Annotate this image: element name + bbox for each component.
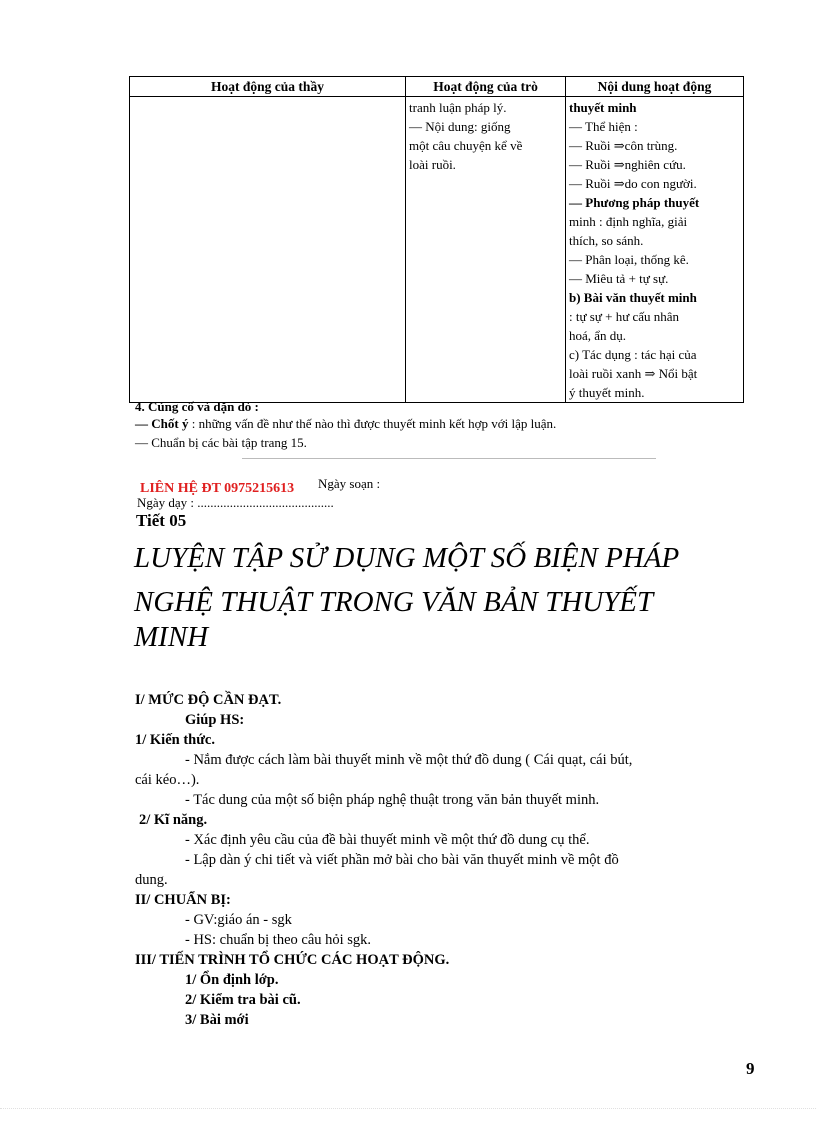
content-line: — Miêu tả + tự sự. xyxy=(569,271,669,286)
footer-rule xyxy=(0,1108,816,1109)
content-line: — Ruồi ⇒côn trùng. xyxy=(569,138,678,153)
subsection-heading: 2/ Kĩ năng. xyxy=(139,812,208,828)
table-header-row xyxy=(130,77,744,97)
body-line: dung. xyxy=(135,872,168,888)
body-line: cái kéo…). xyxy=(135,772,200,788)
content-line: b) Bài văn thuyết minh xyxy=(569,290,697,305)
section-heading: I/ MỨC ĐỘ CẦN ĐẠT. xyxy=(135,692,282,708)
ngay-day: Ngày dạy : .......................................... xyxy=(137,495,334,510)
student-line: một câu chuyện kể về xyxy=(409,138,523,153)
table-row xyxy=(130,97,744,403)
content-line: — Thể hiện : xyxy=(569,119,638,134)
lesson-title-line: LUYỆN TẬP SỬ DỤNG MỘT SỐ BIỆN PHÁP xyxy=(134,542,680,574)
body-line: - Tác dung của một số biện pháp nghệ thuật trong văn bản thuyết minh. xyxy=(185,792,600,808)
step-heading: 1/ Ổn định lớp. xyxy=(185,972,279,988)
step-heading: 2/ Kiểm tra bài cũ. xyxy=(185,992,301,1008)
contact-phone: LIÊN HỆ ĐT 0975215613 xyxy=(140,481,295,496)
content-line: thuyết minh xyxy=(569,100,637,115)
chot-y-label: — Chốt ý xyxy=(135,416,189,431)
cell-teacher xyxy=(130,97,406,403)
body-line: - GV:giáo án - sgk xyxy=(185,912,292,928)
body-line: - Xác định yêu cầu của đề bài thuyết minh về một thứ đồ dung cụ thể. xyxy=(185,832,590,848)
header-student: Hoạt động của trò xyxy=(406,77,566,97)
content-line: c) Tác dụng : tác hại của xyxy=(569,347,697,362)
content-line: hoá, ẩn dụ. xyxy=(569,328,627,343)
content-line: : tự sự + hư cấu nhân xyxy=(569,309,680,324)
page-number: 9 xyxy=(746,1059,755,1078)
cell-content xyxy=(566,97,744,403)
content-line: thích, so sánh. xyxy=(569,233,644,248)
section-divider xyxy=(242,458,656,459)
body-line: - HS: chuẩn bị theo câu hỏi sgk. xyxy=(185,932,372,948)
content-line: — Ruồi ⇒nghiên cứu. xyxy=(569,157,686,172)
lesson-number: Tiết 05 xyxy=(136,511,187,530)
cungco-heading: 4. Củng cố và dặn dò : xyxy=(135,399,259,414)
content-line: — Phương pháp thuyết xyxy=(569,195,700,210)
step-heading: 3/ Bài mới xyxy=(185,1012,249,1028)
chuan-bi-line: — Chuẩn bị các bài tập trang 15. xyxy=(135,435,307,450)
body-line: - Lập dàn ý chi tiết và viết phần mở bài cho bài văn thuyết minh về một đồ xyxy=(185,852,619,868)
content-line: ý thuyết minh. xyxy=(569,385,645,400)
content-line: — Ruồi ⇒do con người. xyxy=(569,176,697,191)
content-line: minh : định nghĩa, giải xyxy=(569,214,688,229)
student-line: loài ruồi. xyxy=(409,157,456,172)
subsection-heading: 1/ Kiến thức. xyxy=(135,732,215,748)
lesson-body xyxy=(135,690,775,1030)
header-content: Nội dung hoạt động xyxy=(566,77,744,97)
activity-table xyxy=(129,76,744,403)
content-line: loài ruồi xanh ⇒ Nổi bật xyxy=(569,366,698,381)
chot-y-line xyxy=(135,415,556,432)
section-heading: III/ TIẾN TRÌNH TỔ CHỨC CÁC HOẠT ĐỘNG. xyxy=(135,952,450,968)
cell-student xyxy=(406,97,566,403)
ngay-soan: Ngày soạn : xyxy=(318,476,381,491)
body-line: - Nắm được cách làm bài thuyết minh về một thứ đồ dung ( Cái quạt, cái bút, xyxy=(185,752,633,768)
giup-hs: Giúp HS: xyxy=(185,712,245,728)
section-heading: II/ CHUẨN BỊ: xyxy=(135,892,231,908)
student-line: — Nội dung: giống xyxy=(409,119,511,134)
student-line: tranh luận pháp lý. xyxy=(409,100,507,115)
header-teacher: Hoạt động của thầy xyxy=(130,77,406,97)
content-line: — Phân loại, thống kê. xyxy=(569,252,689,267)
chot-y-text: : những vấn đề như thế nào thì được thuyết minh kết hợp với lập luận. xyxy=(188,416,557,431)
lesson-title-line: NGHỆ THUẬT TRONG VĂN BẢN THUYẾT xyxy=(134,586,654,618)
lesson-title-line: MINH xyxy=(134,621,209,653)
